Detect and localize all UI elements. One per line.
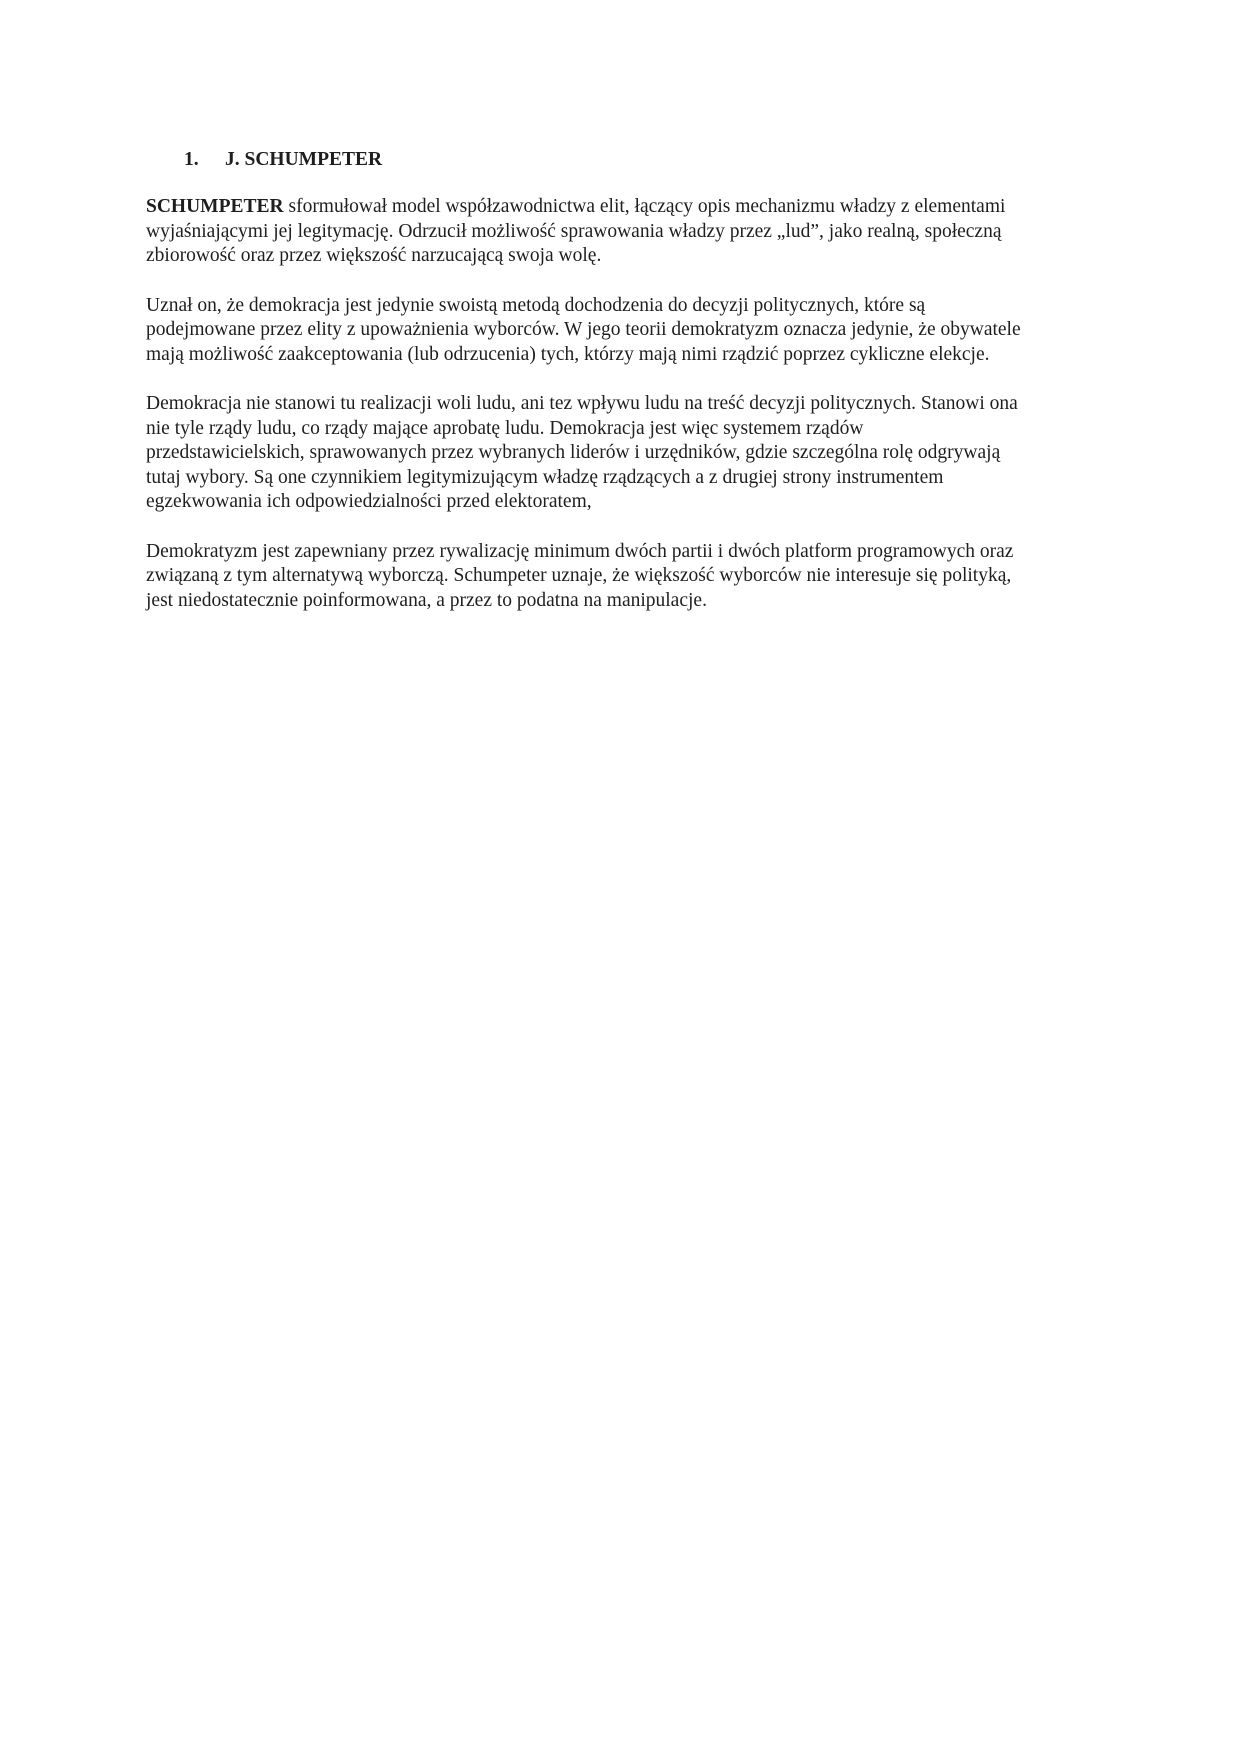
paragraph-1	[146, 195, 1092, 269]
paragraph-line: nie tyle rządy ludu, co rządy mające aprobatę ludu. Demokracja jest więc systemem rządów	[146, 417, 864, 439]
paragraph-line: zbiorowość oraz przez większość narzucającą swoja wolę.	[146, 245, 602, 266]
document-content	[146, 148, 1092, 638]
paragraph-line: przedstawicielskich, sprawowanych przez wybranych liderów i urzędników, gdzie szczególna rolę odgrywają	[146, 442, 1001, 463]
paragraph-line	[146, 195, 1092, 220]
paragraph-line: podejmowane przez elity z upoważnienia wyborców. W jego teorii demokratyzm oznacza jedynie, że obywatele	[146, 319, 1021, 340]
paragraph-line: jest niedostatecznie poinformowana, a przez to podatna na manipulacje.	[146, 589, 707, 611]
paragraph-line: Uznał on, że demokracja jest jedynie swoistą metodą dochodzenia do decyzji politycznych, które są	[146, 294, 926, 316]
paragraph-line: egzekwowania ich odpowiedzialności przed elektoratem,	[146, 491, 592, 512]
section-heading	[146, 148, 1092, 172]
line-text: sformułował model współzawodnictwa elit, łączący opis mechanizmu władzy z elementami	[283, 196, 1006, 217]
paragraph-2	[146, 294, 1092, 368]
paragraph-4	[146, 540, 1092, 614]
paragraph-line: związaną z tym alternatywą wyborczą. Schumpeter uznaje, że większość wyborców nie interesuje się polityką,	[146, 565, 1012, 586]
paragraph-line: tutaj wybory. Są one czynnikiem legitymizującym władzę rządzących a z drugiej strony instrumentem	[146, 466, 944, 488]
paragraph-line: wyjaśniającymi jej legitymację. Odrzucił możliwość sprawowania władzy przez „lud”, jako realną, społeczną	[146, 220, 1002, 242]
paragraph-3	[146, 392, 1092, 515]
paragraph-line: mają możliwość zaakceptowania (lub odrzucenia) tych, którzy mają nimi rządzić poprzez cykliczne elekcje.	[146, 343, 990, 365]
lead-term: SCHUMPETER	[146, 196, 284, 217]
section-title: J. SCHUMPETER	[225, 149, 383, 170]
paragraph-line: Demokracja nie stanowi tu realizacji woli ludu, ani tez wpływu ludu na treść decyzji politycznych. Stanowi ona	[146, 393, 1018, 414]
section-number: 1.	[184, 149, 199, 170]
paragraph-line: Demokratyzm jest zapewniany przez rywalizację minimum dwóch partii i dwóch platform programowych oraz	[146, 540, 1014, 562]
